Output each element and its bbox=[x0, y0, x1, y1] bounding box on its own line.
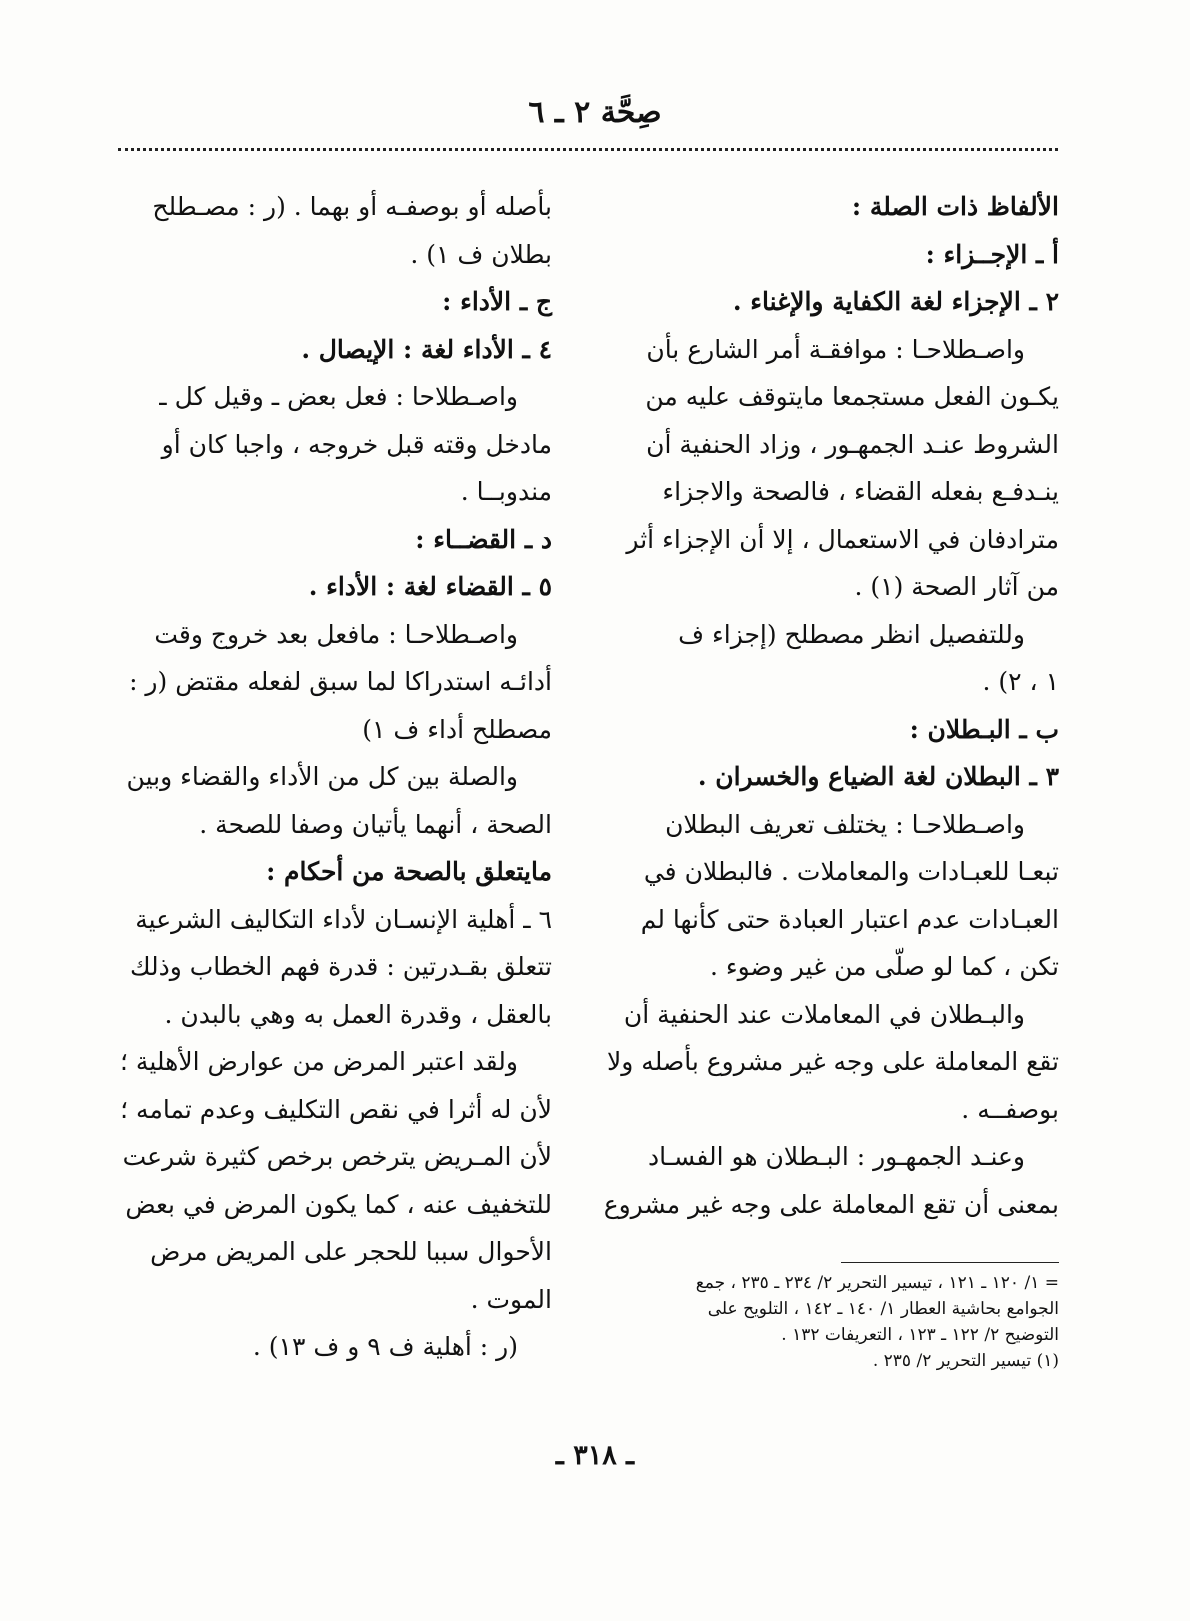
text-line: واصـطلاحا : فعل بعض ـ وقيل كل ـ bbox=[159, 382, 518, 411]
text-line: مندوبــا . bbox=[460, 477, 552, 506]
text-line: بالعقل ، وقدرة العمل به وهي بالبدن . bbox=[164, 999, 552, 1029]
footnote-line: الجوامع بحاشية العطار ١/ ١٤٠ ـ ١٤٢ ، التلويح على bbox=[707, 1299, 1059, 1319]
text-line: لأن له أثرا في نقص التكليف وعدم تمامه ؛ bbox=[120, 1094, 552, 1124]
section-heading: مايتعلق بالصحة من أحكام : bbox=[266, 857, 552, 886]
text-line: (ر : أهلية ف ٩ و ف ١٣) . bbox=[252, 1332, 518, 1361]
section-heading: ب ـ البـطلان : bbox=[909, 714, 1059, 744]
section-heading: الألفاظ ذات الصلة : bbox=[851, 192, 1059, 221]
text-line: واصـطلاحـا : مافعل بعد خروج وقت bbox=[154, 619, 518, 649]
text-line: والبـطلان في المعاملات عند الحنفية أن bbox=[623, 999, 1025, 1029]
section-heading: ٢ ـ الإجزاء لغة الكفاية والإغناء . bbox=[732, 287, 1059, 316]
text-line: تكن ، كما لو صلّى من غير وضوء . bbox=[709, 952, 1059, 981]
header-divider bbox=[118, 148, 1058, 151]
text-line: يكـون الفعل مستجمعا مايتوقف عليه من bbox=[645, 382, 1059, 411]
right-column bbox=[603, 183, 1059, 1228]
section-heading: د ـ القضــاء : bbox=[415, 524, 552, 554]
footnote-line: = ١/ ١٢٠ ـ ١٢١ ، تيسير التحرير ٢/ ٢٣٤ ـ ٢٣٥ ، جمع bbox=[695, 1273, 1059, 1293]
text-line: واصـطلاحـا : يختلف تعريف البطلان bbox=[665, 809, 1025, 839]
text-line: للتخفيف عنه ، كما يكون المرض في بعض bbox=[125, 1189, 552, 1219]
footnotes bbox=[627, 1270, 1059, 1374]
text-line: ينـدفـع بفعله القضاء ، فالصحة والاجزاء bbox=[662, 477, 1059, 506]
text-line: تقع المعاملة على وجه غير مشروع بأصله ولا bbox=[607, 1047, 1059, 1076]
section-heading: أ ـ الإجــزاء : bbox=[925, 239, 1059, 269]
page-number: ـ ٣١٨ ـ bbox=[555, 1440, 635, 1471]
text-line: وللتفصيل انظر مصطلح (إجزاء ف bbox=[678, 619, 1025, 649]
text-line: وعنـد الجمهـور : البـطلان هو الفسـاد bbox=[647, 1142, 1025, 1171]
footnote-line: (١) تيسير التحرير ٢/ ٢٣٥ . bbox=[872, 1351, 1059, 1371]
text-line: بطلان ف ١) . bbox=[410, 239, 552, 269]
text-line: تبعـا للعبـادات والمعاملات . فالبطلان في bbox=[643, 857, 1059, 886]
text-line: مادخل وقته قبل خروجه ، واجبا كان أو bbox=[161, 429, 552, 459]
footnote-divider bbox=[841, 1262, 1059, 1263]
page-header: صِحَّة ٢ ـ ٦ bbox=[528, 95, 662, 130]
text-line: ١ ، ٢) . bbox=[982, 667, 1059, 696]
text-line: والصلة بين كل من الأداء والقضاء وبين bbox=[126, 762, 518, 791]
text-line: مترادفان في الاستعمال ، إلا أن الإجزاء أثر bbox=[626, 524, 1059, 554]
text-line: الصحة ، أنهما يأتيان وصفا للصحة . bbox=[199, 809, 552, 839]
text-line: بأصله أو بوصفـه أو بهما . (ر : مصـطلح bbox=[152, 192, 552, 221]
text-line: الشروط عنـد الجمهـور ، وزاد الحنفية أن bbox=[646, 429, 1059, 459]
section-heading: ٥ ـ القضاء لغة : الأداء . bbox=[308, 572, 552, 601]
text-line: الأحوال سببا للحجر على المريض مرض bbox=[150, 1237, 552, 1266]
text-line: أدائـه استدراكا لما سبق لفعله مقتض (ر : bbox=[129, 667, 552, 696]
text-line: ٦ ـ أهلية الإنسـان لأداء التكاليف الشرعية bbox=[135, 904, 552, 934]
text-line: من آثار الصحة (١) . bbox=[854, 572, 1059, 601]
left-column bbox=[112, 183, 552, 1371]
text-line: بوصفــه . bbox=[961, 1094, 1059, 1124]
section-heading: ج ـ الأداء : bbox=[442, 287, 552, 316]
section-heading: ٣ ـ البطلان لغة الضياع والخسران . bbox=[697, 762, 1059, 791]
text-line: بمعنى أن تقع المعاملة على وجه غير مشروع bbox=[603, 1189, 1059, 1219]
text-line: لأن المـريض يترخص برخص كثيرة شرعت bbox=[122, 1142, 552, 1171]
footnote-line: التوضيح ٢/ ١٢٢ ـ ١٢٣ ، التعريفات ١٣٢ . bbox=[781, 1325, 1059, 1345]
section-heading: ٤ ـ الأداء لغة : الإيصال . bbox=[301, 334, 552, 364]
text-line: مصطلح أداء ف ١) bbox=[362, 714, 552, 744]
text-line: الموت . bbox=[470, 1284, 552, 1314]
text-line: العبـادات عدم اعتبار العبادة حتى كأنها لم bbox=[640, 904, 1059, 934]
text-line: تتعلق بقـدرتين : قدرة فهم الخطاب وذلك bbox=[129, 952, 552, 981]
text-line: ولقد اعتبر المرض من عوارض الأهلية ؛ bbox=[120, 1047, 518, 1076]
text-line: واصـطلاحـا : موافقـة أمر الشارع بأن bbox=[646, 334, 1025, 364]
